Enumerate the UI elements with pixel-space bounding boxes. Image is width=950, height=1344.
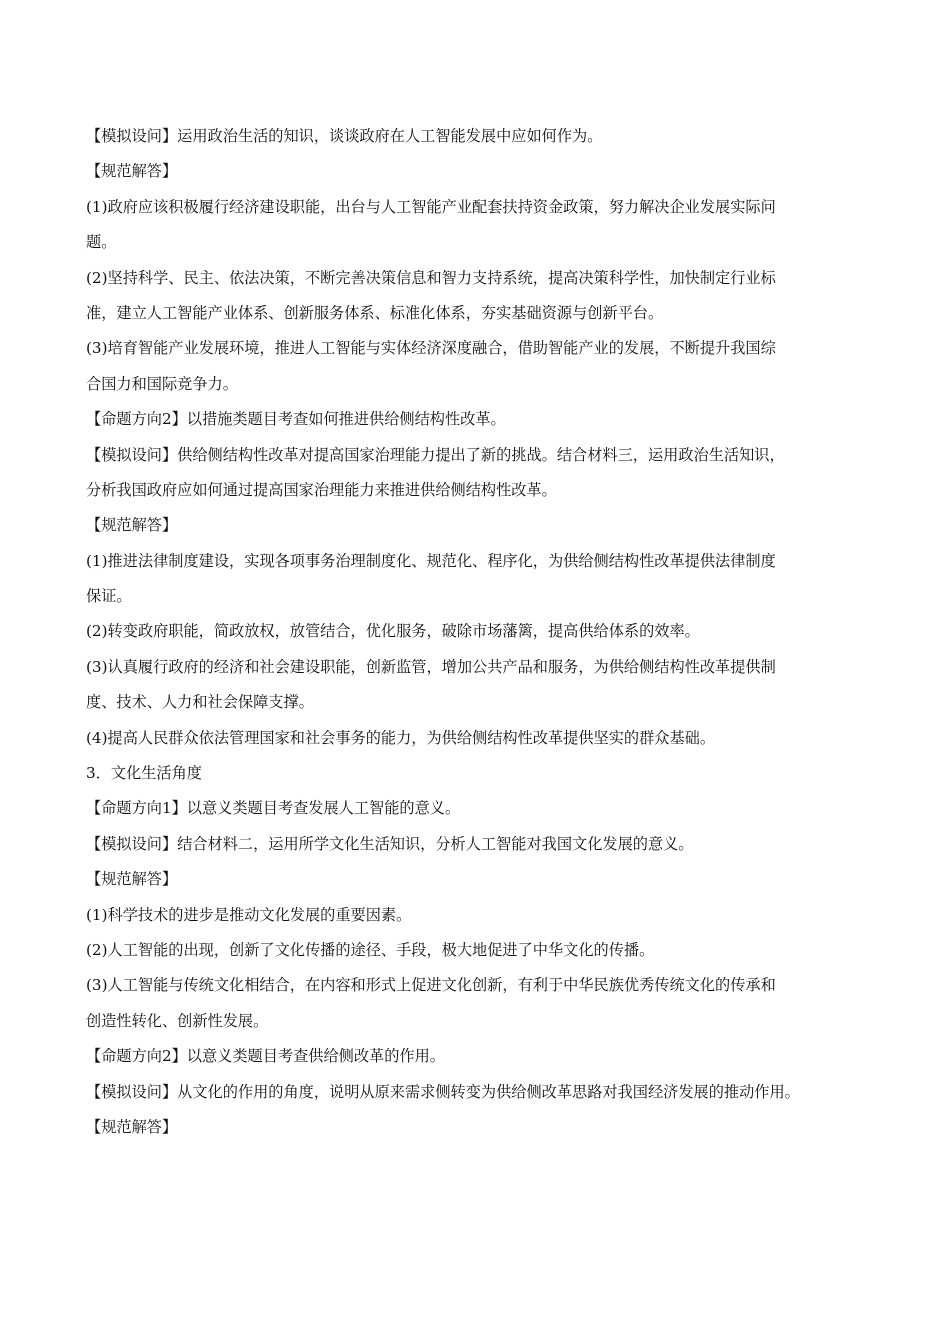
text-line: (1)政府应该积极履行经济建设职能，出台与人工智能产业配套扶持资金政策，努力解决企业发展实际问 (86, 197, 776, 216)
text-line: 保证。 (86, 587, 132, 606)
text-line: 【模拟设问】运用政治生活的知识，谈谈政府在人工智能发展中应如何作为。 (86, 127, 603, 145)
text-line: (4)提高人民群众依法管理国家和社会事务的能力，为供给侧结构性改革提供坚实的群众基础。 (86, 728, 716, 747)
text-line: (1)科学技术的进步是推动文化发展的重要因素。 (86, 905, 412, 924)
text-line: 度、技术、人力和社会保障支撑。 (86, 693, 314, 712)
text-line: 【命题方向1】以意义类题目考查发展人工智能的意义。 (86, 799, 461, 818)
text-line: 分析我国政府应如何通过提高国家治理能力来推进供给侧结构性改革。 (86, 480, 557, 499)
text-line: 【模拟设问】结合材料二，运用所学文化生活知识，分析人工智能对我国文化发展的意义。 (86, 834, 694, 853)
text-line: 【规范解答】 (86, 870, 178, 889)
text-line: 【规范解答】 (86, 162, 178, 181)
text-line: (2)转变政府职能，简政放权，放管结合，优化服务，破除市场藩篱，提高供给体系的效率。 (86, 622, 700, 641)
text-line: 创造性转化、创新性发展。 (86, 1011, 269, 1030)
text-line: 【规范解答】 (86, 516, 178, 535)
text-line: (2)坚持科学、民主、依法决策，不断完善决策信息和智力支持系统，提高决策科学性，加快制定行业标 (86, 268, 776, 287)
text-line: 【命题方向2】以措施类题目考查如何推进供给侧结构性改革。 (86, 410, 506, 429)
text-line: 3．文化生活角度 (86, 764, 202, 783)
text-line: 【命题方向2】以意义类题目考查供给侧改革的作用。 (86, 1047, 445, 1066)
text-line: 【模拟设问】从文化的作用的角度，说明从原来需求侧转变为供给侧改革思路对我国经济发展的推动作用。 (86, 1082, 800, 1101)
text-line: 准，建立人工智能产业体系、创新服务体系、标准化体系，夯实基础资源与创新平台。 (86, 303, 664, 322)
text-line: 【规范解答】 (86, 1117, 178, 1136)
document-body (86, 123, 868, 1149)
text-line: 题。 (86, 233, 117, 252)
text-line: (3)培育智能产业发展环境，推进人工智能与实体经济深度融合，借助智能产业的发展，不断提升我国综 (86, 339, 776, 358)
text-line: 合国力和国际竞争力。 (86, 374, 238, 393)
text-line: (1)推进法律制度建设，实现各项事务治理制度化、规范化、程序化，为供给侧结构性改革提供法律制度 (86, 551, 776, 570)
text-line: (3)认真履行政府的经济和社会建设职能，创新监管，增加公共产品和服务，为供给侧结构性改革提供制 (86, 657, 776, 676)
text-line: 【模拟设问】供给侧结构性改革对提高国家治理能力提出了新的挑战。结合材料三，运用政治生活知识， (86, 445, 785, 464)
text-line: (2)人工智能的出现，创新了文化传播的途径、手段，极大地促进了中华文化的传播。 (86, 940, 655, 959)
text-line: (3)人工智能与传统文化相结合，在内容和形式上促进文化创新，有利于中华民族优秀传统文化的传承和 (86, 976, 776, 995)
